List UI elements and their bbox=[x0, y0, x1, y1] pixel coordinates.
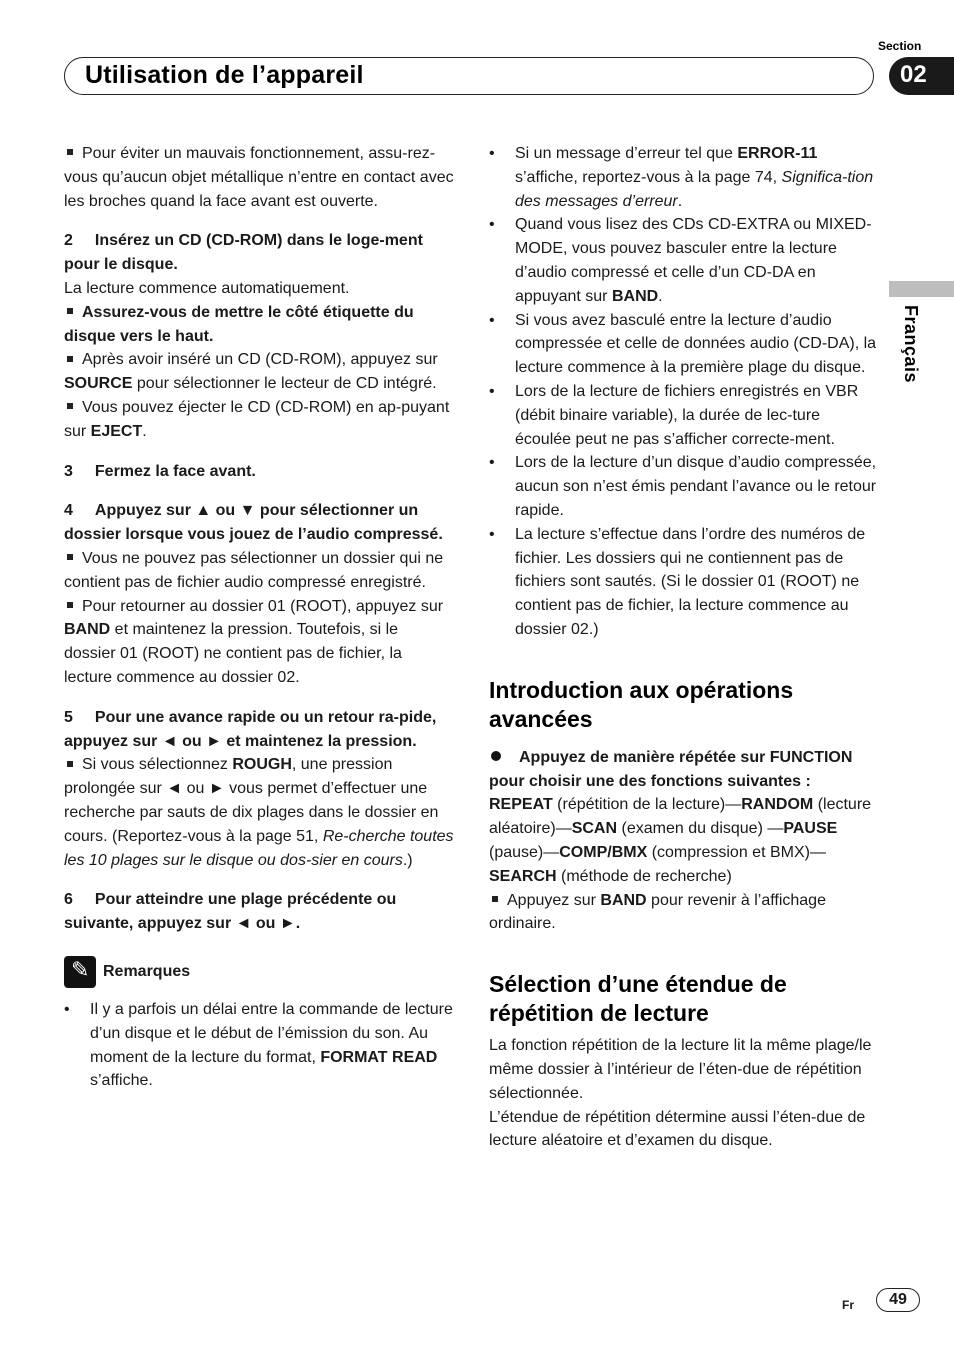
square-bullet-icon bbox=[67, 308, 73, 314]
bullet-paragraph: Si vous sélectionnez ROUGH, une pression prolongée sur ◄ ou ► vous permet d’effectuer une recherche par sauts de dix plages dans le dossier en cours. (Reportez-vous à la page 51, Re-cherche toutes les 10 plages sur le disque ou dos-sier en cours.) bbox=[64, 756, 454, 869]
footer-language: Fr bbox=[842, 1298, 854, 1312]
list-item: • Quand vous lisez des CDs CD-EXTRA ou MIXED-MODE, vous pouvez basculer entre la lecture d’audio compressé et celle d’un CD-DA en appuyant sur BAND. bbox=[489, 213, 879, 308]
bullet-dot-icon: • bbox=[489, 454, 495, 472]
bullet-paragraph: Assurez-vous de mettre le côté étiquette du disque vers le haut. bbox=[64, 303, 414, 345]
list-item: • Si un message d’erreur tel que ERROR-11 s’affiche, reportez-vous à la page 74, Significa-tion des messages d’erreur. bbox=[489, 142, 879, 213]
heading-introduction: Introduction aux opérations avancées bbox=[489, 676, 794, 732]
selection-paragraph: L’étendue de répétition détermine aussi l’éten-due de lecture aléatoire et d’examen du disque. bbox=[489, 1108, 866, 1150]
bullet-dot-icon: • bbox=[489, 145, 495, 162]
left-column bbox=[64, 142, 454, 1093]
list-item: • Si vous avez basculé entre la lecture d’audio compressée et celle de données audio (CD-DA), la lecture commence à la première plage du disque. bbox=[489, 309, 879, 380]
bullet-dot-icon: • bbox=[64, 1000, 70, 1018]
section-badge bbox=[889, 57, 954, 95]
square-bullet-icon bbox=[67, 761, 73, 767]
function-list: REPEAT (répétition de la lecture)—RANDOM (lecture aléatoire)—SCAN (examen du disque) —PAUSE (pause)—COMP/BMX (compression et BMX)—SEARCH (méthode de recherche) bbox=[489, 796, 872, 885]
intro-step: Appuyez de manière répétée sur FUNCTION pour choisir une des fonctions suivantes : bbox=[489, 748, 853, 790]
square-bullet-icon bbox=[67, 602, 73, 608]
bullet-dot-icon: • bbox=[489, 525, 495, 543]
bullet-paragraph: Après avoir inséré un CD (CD-ROM), appuyez sur SOURCE pour sélectionner le lecteur de CD intégré. bbox=[64, 351, 438, 393]
language-tab-marker bbox=[889, 281, 954, 297]
bullet-dot-icon: • bbox=[489, 382, 495, 400]
round-bullet-icon bbox=[491, 751, 501, 761]
square-bullet-icon bbox=[67, 356, 73, 362]
square-bullet-icon bbox=[67, 554, 73, 560]
list-item: • Lors de la lecture d’un disque d’audio compressée, aucun son n’est émis pendant l’avance ou le retour rapide. bbox=[489, 451, 879, 522]
remark-item: • Il y a parfois un délai entre la commande de lecture d’un disque et le début de l’émission du son. Au moment de la lecture du format, FORMAT READ s’affiche. bbox=[64, 998, 454, 1093]
section-label: Section bbox=[878, 39, 922, 53]
bullet-dot-icon: • bbox=[489, 311, 495, 329]
right-column bbox=[489, 142, 879, 1153]
step-4: 4 Appuyez sur ▲ ou ▼ pour sélectionner un dossier lorsque vous jouez de l’audio compressé. bbox=[64, 502, 443, 544]
bullet-dot-icon: • bbox=[489, 216, 495, 234]
bullet-paragraph: Pour éviter un mauvais fonctionnement, assu-rez-vous qu’aucun objet métallique n’entre en contact avec les broches quand la face avant est ouverte. bbox=[64, 145, 454, 210]
step-3: 3 Fermez la face avant. bbox=[64, 462, 256, 480]
step-6: 6 Pour atteindre une plage précédente ou suivante, appuyez sur ◄ ou ►. bbox=[64, 891, 397, 933]
step-2-text: La lecture commence automatiquement. bbox=[64, 279, 350, 297]
language-tab-label: Français bbox=[901, 305, 921, 384]
heading-selection: Sélection d’une étendue de répétition de lecture bbox=[489, 971, 787, 1027]
header-title-box bbox=[64, 57, 874, 95]
selection-paragraph: La fonction répétition de la lecture lit la même plage/le même dossier à l’intérieur de l’éten-due de répétition sélectionnée. bbox=[489, 1037, 872, 1102]
list-item: • Lors de la lecture de fichiers enregistrés en VBR (débit binaire variable), la durée de lec-ture écoulée peut ne pas s’afficher correcte-ment. bbox=[489, 380, 879, 451]
step-5: 5 Pour une avance rapide ou un retour ra-pide, appuyez sur ◄ ou ► et maintenez la pression. bbox=[64, 708, 437, 750]
bullet-paragraph: Vous ne pouvez pas sélectionner un dossier qui ne contient pas de fichier audio compressé enregistré. bbox=[64, 549, 444, 591]
bullet-paragraph: Vous pouvez éjecter le CD (CD-ROM) en ap-puyant sur EJECT. bbox=[64, 398, 450, 440]
square-bullet-icon bbox=[67, 149, 73, 155]
note-pencil-icon: ✎ bbox=[64, 956, 96, 988]
page-title: Utilisation de l’appareil bbox=[85, 61, 364, 89]
page-number: 49 bbox=[876, 1288, 920, 1312]
list-item: • La lecture s’effectue dans l’ordre des numéros de fichier. Les dossiers qui ne contiennent pas de fichiers sont sautés. (Si le dossier 01 (ROOT) ne contient pas de fichier, la lecture commence au dossier 02.) bbox=[489, 523, 879, 642]
square-bullet-icon bbox=[67, 403, 73, 409]
step-2: 2 Insérez un CD (CD-ROM) dans le loge-ment pour le disque. bbox=[64, 232, 423, 274]
bullet-paragraph: Appuyez sur BAND pour revenir à l’affichage ordinaire. bbox=[489, 891, 826, 933]
bullet-paragraph: Pour retourner au dossier 01 (ROOT), appuyez sur BAND et maintenez la pression. Toutefois, si le dossier 01 (ROOT) ne contient pas de fichier, la lecture commence au dossier 02. bbox=[64, 597, 444, 686]
remarks-heading: ✎ Remarques bbox=[64, 956, 454, 988]
square-bullet-icon bbox=[492, 896, 498, 902]
section-number: 02 bbox=[900, 61, 927, 88]
